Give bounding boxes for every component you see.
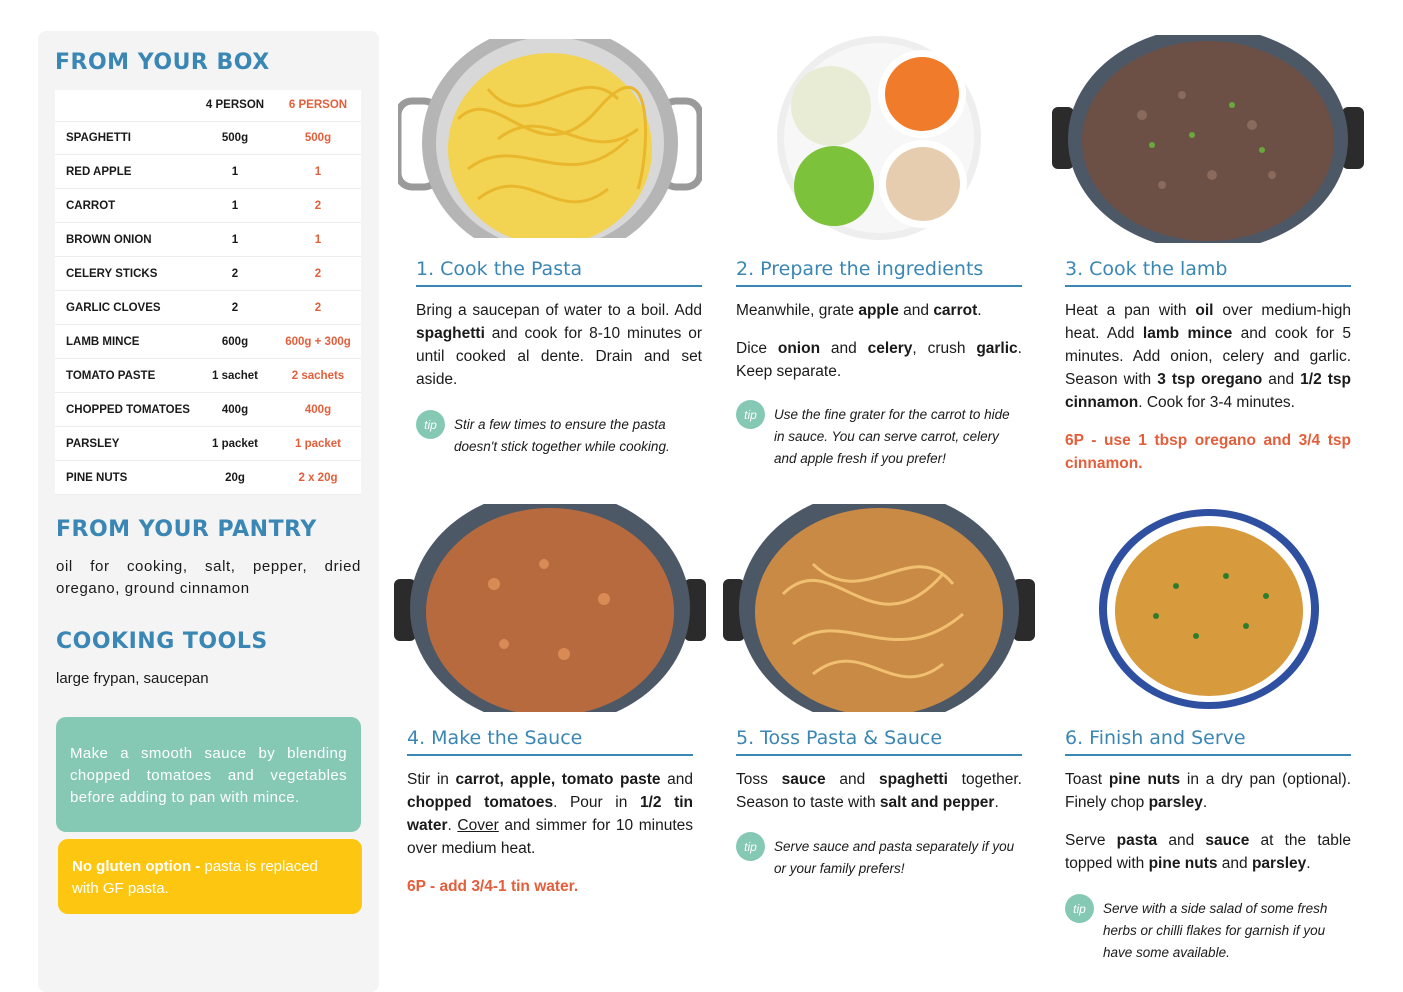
qty-6: 2 — [275, 189, 361, 223]
step-1-tip — [416, 414, 702, 458]
ingredients-table — [55, 90, 361, 495]
tip-badge-icon: tip — [736, 400, 765, 429]
tip-badge-icon: tip — [416, 410, 445, 439]
table-row — [55, 359, 361, 393]
tip-text: Serve with a side salad of some fresh herbs or chilli flakes for garnish if you have some available. — [1103, 901, 1328, 960]
table-row — [55, 223, 361, 257]
blending-tip-box: Make a smooth sauce by blending chopped tomatoes and vegetables before adding to pan with mince. — [56, 717, 361, 832]
step-4-6p-note: 6P - add 3/4-1 tin water. — [407, 878, 579, 895]
table-header-row — [55, 90, 361, 121]
qty-6: 1 — [275, 155, 361, 189]
table-row — [55, 121, 361, 155]
gluten-option-box — [58, 839, 362, 914]
pasta-and-sauce-in-pan-image — [723, 504, 1035, 712]
qty-6: 2 — [275, 291, 361, 325]
step-2-title: 2. Prepare the ingredients — [736, 258, 1022, 287]
ingredient-name: GARLIC CLOVES — [55, 291, 195, 325]
table-row — [55, 427, 361, 461]
qty-6: 2 — [275, 257, 361, 291]
pasta-in-colander-image — [398, 39, 702, 238]
step-5-body: Toss sauce and spaghetti together. Season to taste with salt and pepper. — [736, 771, 1022, 811]
qty-6: 600g + 300g — [275, 325, 361, 359]
lamb-in-pan-image — [1052, 35, 1364, 243]
step-4-title: 4. Make the Sauce — [407, 727, 693, 756]
sauce-in-pan-image — [394, 504, 706, 712]
qty-6: 2 x 20g — [275, 461, 361, 495]
qty-4: 2 — [195, 291, 275, 325]
tip-text: Use the fine grater for the carrot to hide in sauce. You can serve carrot, celery and apple fresh if you prefer! — [774, 407, 1010, 466]
tip-badge-icon: tip — [1065, 894, 1094, 923]
qty-4: 600g — [195, 325, 275, 359]
qty-4: 20g — [195, 461, 275, 495]
table-row — [55, 257, 361, 291]
table-row — [55, 189, 361, 223]
qty-6: 500g — [275, 121, 361, 155]
step-6-tip — [1065, 898, 1351, 964]
table-row — [55, 155, 361, 189]
from-your-pantry-title: FROM YOUR PANTRY — [56, 517, 317, 542]
qty-6: 1 packet — [275, 427, 361, 461]
qty-6: 1 — [275, 223, 361, 257]
ingredient-name: CELERY STICKS — [55, 257, 195, 291]
ingredient-name: RED APPLE — [55, 155, 195, 189]
qty-4: 1 packet — [195, 427, 275, 461]
step-6-body: Toast pine nuts in a dry pan (optional). Finely chop parsley. Serve pasta and sauce at the table topped with pine nuts and parsley. — [1065, 771, 1351, 872]
tip-badge-icon: tip — [736, 832, 765, 861]
table-row — [55, 461, 361, 495]
gluten-option-text: pasta is replaced with GF pasta. — [72, 858, 318, 897]
cooking-tools-title: COOKING TOOLS — [56, 629, 268, 654]
step-3-body: Heat a pan with oil over medium-high heat. Add lamb mince and cook for 5 minutes. Add onion, celery and garlic. Season with 3 tsp oregano and 1/2 tsp cinnamon. Cook for 3-4 minutes. 6P - use 1 tbsp oregano and 3/4 tsp cinnamon. — [1065, 299, 1351, 475]
qty-4: 1 — [195, 155, 275, 189]
step-1-body: Bring a saucepan of water to a boil. Add spaghetti and cook for 8-10 minutes or until cooked al dente. Drain and set aside. — [416, 302, 702, 388]
gluten-option-label: No gluten option - — [72, 858, 201, 875]
ingredient-name: PINE NUTS — [55, 461, 195, 495]
ingredient-name: CHOPPED TOMATOES — [55, 393, 195, 427]
qty-6: 2 sachets — [275, 359, 361, 393]
qty-6: 400g — [275, 393, 361, 427]
table-row — [55, 291, 361, 325]
step-2-tip — [736, 404, 1022, 470]
pantry-items: oil for cooking, salt, pepper, dried oregano, ground cinnamon — [56, 558, 361, 597]
ingredient-name: CARROT — [55, 189, 195, 223]
step-2-body: Meanwhile, grate apple and carrot. Dice onion and celery, crush garlic. Keep separate. — [736, 302, 1022, 380]
qty-4: 2 — [195, 257, 275, 291]
step-5-title: 5. Toss Pasta & Sauce — [736, 727, 1022, 756]
col-6-person: 6 PERSON — [275, 90, 361, 121]
finished-dish-image — [1096, 506, 1322, 712]
ingredient-name: PARSLEY — [55, 427, 195, 461]
table-row — [55, 325, 361, 359]
tip-text: Stir a few times to ensure the pasta doesn't stick together while cooking. — [454, 417, 670, 454]
step-5-tip — [736, 836, 1022, 880]
step-3-title: 3. Cook the lamb — [1065, 258, 1351, 287]
ingredient-name: TOMATO PASTE — [55, 359, 195, 393]
tip-text: Serve sauce and pasta separately if you or your family prefers! — [774, 839, 1015, 876]
qty-4: 400g — [195, 393, 275, 427]
step-1-title: 1. Cook the Pasta — [416, 258, 702, 287]
prepared-ingredients-image — [776, 36, 983, 241]
qty-4: 1 sachet — [195, 359, 275, 393]
ingredient-name: LAMB MINCE — [55, 325, 195, 359]
ingredient-name: SPAGHETTI — [55, 121, 195, 155]
table-row — [55, 393, 361, 427]
ingredient-name: BROWN ONION — [55, 223, 195, 257]
qty-4: 500g — [195, 121, 275, 155]
step-4-body: Stir in carrot, apple, tomato paste and chopped tomatoes. Pour in 1/2 tin water. Cover and simmer for 10 minutes over medium heat. 6P - add 3/4-1 tin water. — [407, 768, 693, 898]
cooking-tools-items: large frypan, saucepan — [56, 670, 209, 687]
qty-4: 1 — [195, 223, 275, 257]
from-your-box-title: FROM YOUR BOX — [55, 50, 270, 75]
qty-4: 1 — [195, 189, 275, 223]
step-3-6p-note: 6P - use 1 tbsp oregano and 3/4 tsp cinnamon. — [1065, 432, 1351, 472]
col-4-person: 4 PERSON — [195, 90, 275, 121]
step-6-title: 6. Finish and Serve — [1065, 727, 1351, 756]
